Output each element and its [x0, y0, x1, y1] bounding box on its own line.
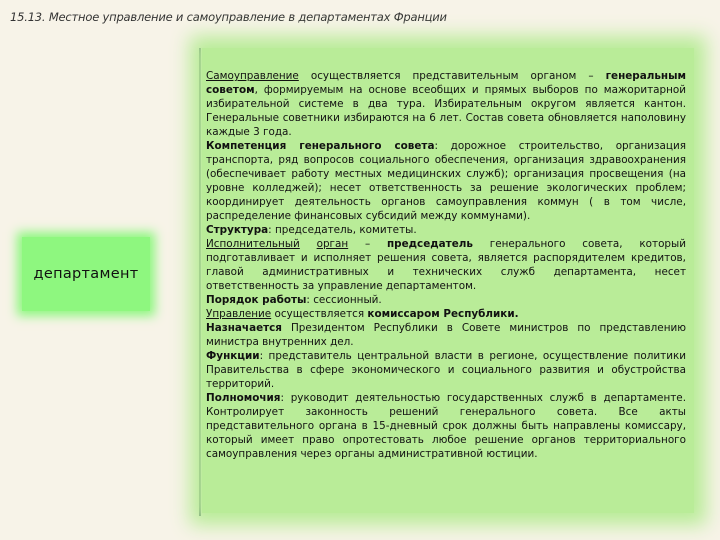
term-organ: орган: [316, 238, 349, 250]
paragraph-competence: [206, 139, 686, 223]
p1-text2: , формируемым на основе всеобщих и прямых выборов по мажоритарной избирательной системе в два тура. Избирательным округом является кантон. Генеральные советники избираются на 6 лет. Состав совета обновляется наполовину каждые 3 года.: [206, 84, 686, 138]
p4-bold: председатель: [387, 238, 473, 250]
term-self-government: Самоуправление: [206, 70, 299, 82]
department-box: [22, 237, 150, 311]
p8-text: : представитель центральной власти в регионе, осуществление политики Правительства в сфере экономического и социального развития и обустройства территорий.: [206, 350, 686, 390]
term-management: Управление: [206, 308, 272, 320]
slide-title: 15.13. Местное управление и самоуправление в департаментах Франции: [10, 10, 447, 24]
paragraph-self-government: [206, 69, 686, 139]
department-label: департамент: [33, 266, 139, 282]
p5-bold: Порядок работы: [206, 294, 307, 306]
p5-text: : сессионный.: [306, 294, 382, 306]
paragraph-appointment: [206, 321, 686, 349]
term-executive: Исполнительный: [206, 238, 300, 250]
paragraph-management: [206, 307, 686, 321]
p2-text: : дорожное строительство, организация транспорта, ряд вопросов социального обеспечения, организация здравоохранения (обеспечивает работу местных медицинских служб); организация просвещения (на уровне колледжей); несет ответственность за решение экологических проблем; координирует деятельность органов самоуправления коммун ( в том числе, распределение финансовых субсидий между коммунами).: [206, 140, 686, 222]
p8-bold: Функции: [206, 350, 260, 362]
p7-text: Президентом Республики в Совете министров по представлению министра внутренних дел.: [206, 322, 686, 348]
p6-bold: комиссаром Республики.: [367, 308, 519, 320]
p4-space: [300, 238, 317, 250]
content-text: [206, 69, 686, 461]
p1-text1: осуществляется представительным органом –: [298, 70, 606, 82]
p9-text: : руководит деятельностью государственных служб в департаменте. Контролирует законность решений генерального совета. Все акты представительного органа в 15-дневный срок должны быть направлены комиссару, который имеет право опротестовать любое решение органов территориального самоуправления через органы административной юстиции.: [206, 392, 686, 460]
p6-text: осуществляется: [271, 308, 368, 320]
paragraph-structure: [206, 223, 686, 237]
paragraph-procedure: [206, 293, 686, 307]
paragraph-functions: [206, 349, 686, 391]
p3-bold: Структура: [206, 224, 269, 236]
p4-dash: –: [348, 238, 387, 250]
p3-text: : председатель, комитеты.: [268, 224, 417, 236]
p9-bold: Полномочия: [206, 392, 281, 404]
paragraph-executive: [206, 237, 686, 293]
p2-bold: Компетенция генерального совета: [206, 140, 435, 152]
p7-bold: Назначается: [206, 322, 282, 334]
p1-bold: генеральным советом: [206, 70, 686, 96]
paragraph-powers: [206, 391, 686, 461]
p4-text: генерального совета, который подготавливает и исполняет решения совета, является распорядителем кредитов, главой административных и технических служб департамента, несет ответственность за управление департаментом.: [206, 238, 686, 292]
vertical-divider: [199, 48, 201, 516]
